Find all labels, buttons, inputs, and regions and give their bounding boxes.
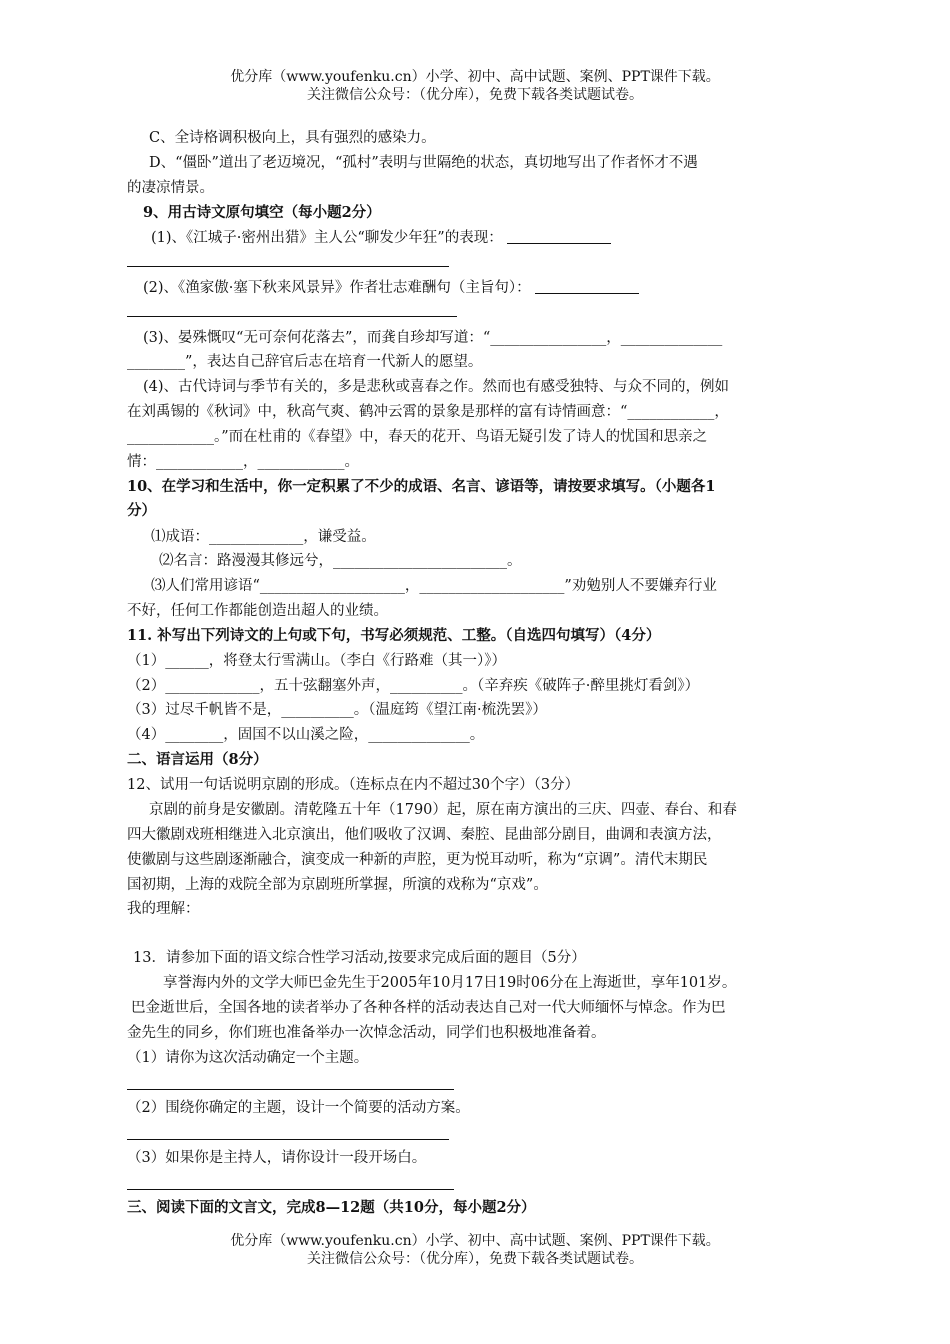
q8-option-d-line-2: 的凄凉情景。	[127, 180, 214, 196]
q13-text-line-1: 享誉海内外的文学大师巴金先生于2005年10月17日19时06分在上海逝世，享年101岁。	[163, 975, 737, 991]
q12-answer-label: 我的理解：	[127, 901, 200, 917]
q9-item-1-text: (1)、《江城子·密州出猎》主人公“聊发少年狂”的表现：	[151, 230, 503, 246]
q11-item-4: （4）________，固国不以山溪之险，______________。	[127, 727, 485, 743]
q12-passage-line-1: 京剧的前身是安徽剧。清乾隆五十年（1790）起，原在南方演出的三庆、四壶、春台、和春	[149, 802, 737, 818]
q8-option-d-line-1: D、“僵卧”道出了老迈境况，“孤村”表明与世隔绝的状态，真切地写出了作者怀才不遇	[149, 155, 698, 171]
q9-item-4-line-4: 情：____________，____________。	[127, 454, 359, 470]
q10-item-2: ⑵名言：路漫漫其修远兮，________________________。	[159, 553, 522, 569]
q12-passage-line-2: 四大徽剧戏班相继进入北京演出，他们吸收了汉调、秦腔、昆曲部分剧目，曲调和表演方法，	[127, 827, 722, 843]
page-footer-line-1: 优分库（www.youfenku.cn）小学、初中、高中试题、案例、PPT课件下载。	[230, 1233, 720, 1249]
q13-text-line-3: 金先生的同乡，你们班也准备举办一次悼念活动，同学们也积极地准备着。	[127, 1025, 606, 1041]
q9-title: 9、用古诗文原句填空（每小题2分）	[143, 204, 381, 221]
q10-item-3-line-2: 不好，任何工作都能创造出超人的业绩。	[127, 603, 388, 619]
q13-item-1: （1）请你为这次活动确定一个主题。	[127, 1050, 369, 1066]
q9-item-4-line-2: 在刘禹锡的《秋词》中，秋高气爽、鹤冲云霄的景象是那样的富有诗情画意：“____________，	[127, 404, 729, 420]
q13-item-3: （3）如果你是主持人，请你设计一段开场白。	[127, 1150, 427, 1166]
section-2-title: 二、语言运用（8分）	[127, 751, 268, 768]
q9-item-2-blank[interactable]	[535, 293, 639, 294]
q13-item-1-answer-line[interactable]	[127, 1089, 454, 1090]
q12-passage-line-4: 国初期，上海的戏院全部为京剧班所掌握，所演的戏称为“京戏”。	[127, 877, 548, 893]
q11-item-1: （1）______，将登太行雪满山。（李白《行路难（其一）》）	[127, 653, 506, 669]
q12-passage-line-3: 使徽剧与这些剧逐渐融合，演变成一种新的声腔，更为悦耳动听，称为“京调”。清代末期民	[127, 852, 708, 868]
q13-title: 13．请参加下面的语文综合性学习活动,按要求完成后面的题目（5分）	[133, 950, 586, 966]
section-3-title: 三、阅读下面的文言文，完成8—12题（共10分，每小题2分）	[127, 1199, 536, 1216]
q11-item-3: （3）过尽千帆皆不是，__________。（温庭筠《望江南·梳洗罢》）	[127, 702, 547, 718]
q13-item-2-answer-line[interactable]	[127, 1139, 449, 1140]
q9-item-4-line-3: ____________。”而在杜甫的《春望》中，春天的花开、鸟语无疑引发了诗人的忧国和思亲之	[127, 429, 708, 445]
q10-title-line-1: 10、在学习和生活中，你一定积累了不少的成语、名言、谚语等，请按要求填写。（小题各1	[127, 478, 716, 495]
q13-item-3-answer-line[interactable]	[127, 1189, 454, 1190]
q10-title-line-2: 分）	[127, 502, 156, 519]
q9-item-2-text: (2)、《渔家傲·塞下秋来风景异》作者壮志难酬句（主旨句）：	[143, 280, 531, 296]
q9-item-3-line-1: (3)、晏殊慨叹“无可奈何花落去”，而龚自珍却写道：“________________，______________	[143, 330, 723, 346]
q11-item-2: （2）_____________，五十弦翻塞外声，__________。（辛弃疾《破阵子·醉里挑灯看剑》）	[127, 678, 700, 694]
q13-item-2: （2）围绕你确定的主题，设计一个简要的活动方案。	[127, 1100, 470, 1116]
q9-item-4-line-1: (4)、古代诗词与季节有关的，多是悲秋或喜春之作。然而也有感受独特、与众不同的，例如	[143, 379, 730, 395]
q13-text-line-2: 巴金逝世后，全国各地的读者举办了各种各样的活动表达自己对一代大师缅怀与悼念。作为巴	[131, 1000, 726, 1016]
q9-item-2-answer-line[interactable]	[127, 316, 457, 317]
page-footer-line-2: 关注微信公众号：（优分库），免费下载各类试题试卷。	[307, 1251, 643, 1267]
q9-item-1-blank[interactable]	[507, 243, 611, 244]
q9-item-2	[127, 278, 832, 298]
q11-title: 11. 补写出下列诗文的上句或下句，书写必须规范、工整。（自选四句填写）（4分）	[127, 627, 661, 644]
q10-item-1: ⑴成语：_____________，谦受益。	[151, 529, 376, 545]
q8-option-c: C、全诗格调积极向上，具有强烈的感染力。	[149, 130, 436, 146]
page-header-line-1: 优分库（www.youfenku.cn）小学、初中、高中试题、案例、PPT课件下载。	[230, 69, 720, 85]
q9-item-3-line-2: ________”，表达自己辞官后志在培育一代新人的愿望。	[127, 354, 483, 370]
q12-title: 12、试用一句话说明京剧的形成。（连标点在内不超过30个字）（3分）	[127, 777, 580, 793]
q9-item-1-answer-line[interactable]	[127, 266, 449, 267]
page-header-line-2: 关注微信公众号：（优分库），免费下载各类试题试卷。	[307, 87, 643, 103]
q9-item-1	[127, 228, 832, 248]
q10-item-3-line-1: ⑶人们常用谚语“____________________，____________________”劝勉别人不要嫌弃行业	[151, 578, 717, 594]
